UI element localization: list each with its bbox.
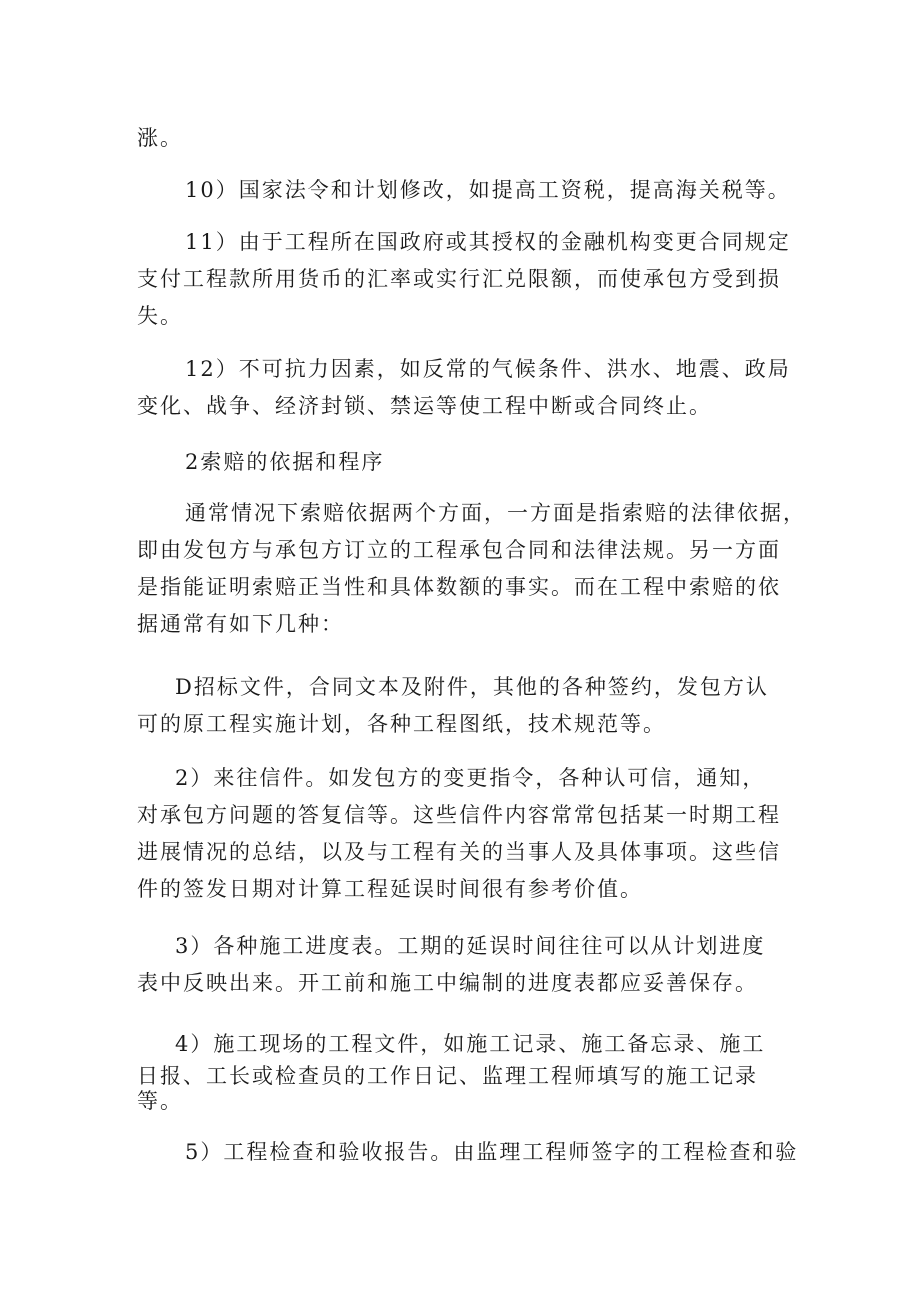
text-line: 等。 <box>137 1089 183 1113</box>
text-line: 可的原工程实施计划，各种工程图纸，技术规范等。 <box>137 712 666 736</box>
text-line: 对承包方问题的答复信等。这些信件内容常常包括某一时期工程 <box>137 803 781 827</box>
text-line: 10）国家法令和计划修改，如提高工资税，提高海关税等。 <box>185 178 791 202</box>
text-line: 支付工程款所用货币的汇率或实行汇兑限额，而使承包方受到损 <box>137 267 781 291</box>
text-line: 失。 <box>137 304 183 328</box>
text-line: 2）来往信件。如发包方的变更指令，各种认可信，通知， <box>175 766 766 790</box>
paragraph-item-12 <box>137 355 797 421</box>
text-line: 件的签发日期对计算工程延误时间很有参考价值。 <box>137 877 643 901</box>
text-line: 4）施工现场的工程文件，如施工记录、施工备忘录、施工 <box>175 1032 766 1056</box>
paragraph-basis-1 <box>137 673 797 739</box>
paragraph-basis-4 <box>137 1030 797 1116</box>
text-line: 进展情况的总结，以及与工程有关的当事人及具体事项。这些信 <box>137 840 781 864</box>
text-line: 5）工程检查和验收报告。由监理工程师签字的工程检查和验 <box>185 1140 799 1164</box>
text-line: 通常情况下索赔依据两个方面，一方面是指索赔的法律依据， <box>185 501 806 525</box>
text-line: 据通常有如下几种： <box>137 612 344 636</box>
text-line: 12）不可抗力因素，如反常的气候条件、洪水、地震、政局 <box>185 357 791 381</box>
text-line: 11）由于工程所在国政府或其授权的金融机构变更合同规定 <box>185 230 791 254</box>
paragraph-basis-5 <box>137 1138 797 1167</box>
text-line: 2索赔的依据和程序 <box>185 450 385 474</box>
text-line: 表中反映出来。开工前和施工中编制的进度表都应妥善保存。 <box>137 971 758 995</box>
section-heading <box>137 448 797 477</box>
paragraph-item-10 <box>137 176 797 205</box>
paragraph-basis-3 <box>137 932 797 998</box>
text-line: 日报、工长或检查员的工作日记、监理工程师填写的施工记录 <box>137 1064 758 1088</box>
text-line: D招标文件，合同文本及附件，其他的各种签约，发包方认 <box>175 675 769 699</box>
paragraph-basis-intro <box>137 499 806 639</box>
text-line: 即由发包方与承包方订立的工程承包合同和法律法规。另一方面 <box>137 538 781 562</box>
paragraph-item-11 <box>137 228 797 331</box>
paragraph-basis-2 <box>137 764 797 904</box>
paragraph-continuation <box>137 124 797 153</box>
text-line: 3）各种施工进度表。工期的延误时间往往可以从计划进度 <box>175 934 766 958</box>
text-line: 变化、战争、经济封锁、禁运等使工程中断或合同终止。 <box>137 394 712 418</box>
text-line: 涨。 <box>137 126 183 150</box>
text-line: 是指能证明索赔正当性和具体数额的事实。而在工程中索赔的依 <box>137 575 781 599</box>
